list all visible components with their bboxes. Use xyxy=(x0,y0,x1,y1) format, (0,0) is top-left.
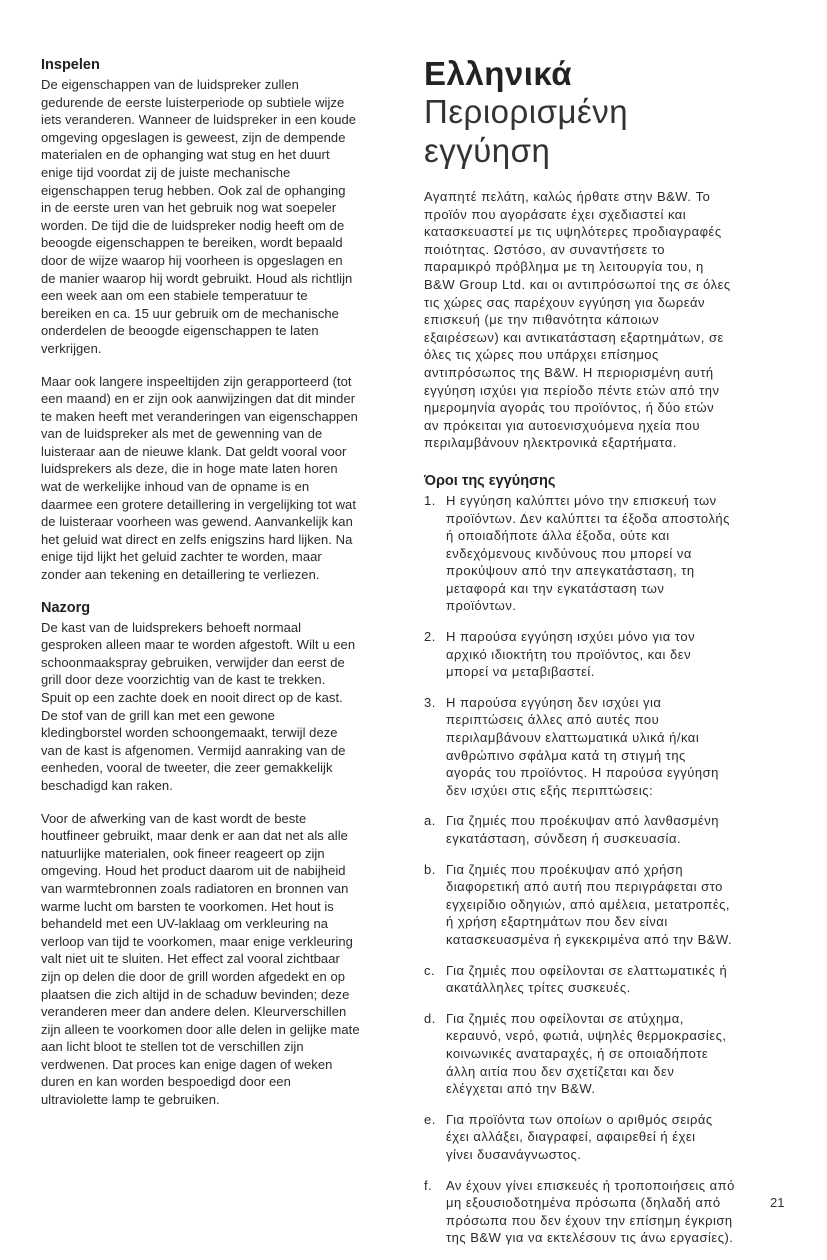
page-number: 21 xyxy=(770,1195,785,1210)
list-text: Η παρούσα εγγύηση δεν ισχύει για περιπτώσεις άλλες από αυτές που περιλαμβάνουν ελαττωματικά υλικά ή/και ανθρώπινο σφάλμα κατά τη στιγμή της αγοράς του προϊόντος. Η παρούσα εγγύηση δεν ισχύει στις εξής περιπτώσεις: xyxy=(446,694,719,798)
intro-paragraph: Αγαπητέ πελάτη, καλώς ήρθατε στην B&W. Το προϊόν που αγοράσατε έχει σχεδιαστεί και κατασκευαστεί με τις υψηλότερες προδιαγραφές ποιότητας. Ωστόσο, αν συναντήσετε το παραμικρό πρόβλημα με τη λειτουργία του, η B&W Group Ltd. και οι αντιπρόσωποί της σε όλες τις χώρες σας παρέχουν εγγύηση για δωρεάν επισκευή (με την πιθανότητα κάποιων εξαιρέσεων) και αντικατάσταση εξαρτημάτων, σε όλες τις χώρες που υπάρχει επίσημος αντιπρόσωπος της B&W. Η περιορισμένη αυτή εγγύηση ισχύει για περίοδο πέντε ετών από την ημερομηνία αγοράς του προϊόντος, ή δύο ετών αν πρόκειται για αυτοενισχυόμενα ηχεία που περιλαμβάνουν ηλεκτρονικά εξαρτήματα. xyxy=(424,189,731,451)
list-item xyxy=(424,1111,804,1164)
greek-column xyxy=(424,56,804,1260)
list-item xyxy=(424,694,804,800)
page-title: Περιορισμένη εγγύηση xyxy=(424,93,629,169)
paragraph: De kast van de luidsprekers behoeft normaal gesproken alleen maar te worden afgestoft. Wilt u een schoonmaakspray gebruiken, verwijder dan eerst de grill door deze voorzichtig van de kast te trekken. Spuit op een zachte doek en nooit direct op de kast. De stof van de grill kan met een gewone kledingborstel worden schoongemaakt, terwijl deze van de kast is afgenomen. Vermijd aanraking van de eenheden, vooral de tweeter, die zeer gemakkelijk beschadigd kan raken. xyxy=(41,619,356,793)
list-marker: b. xyxy=(424,861,436,877)
list-text: Αν έχουν γίνει επισκευές ή τροποποιήσεις από μη εξουσιοδοτημένα πρόσωπα (δηλαδή από πρόσωπα που δεν έχουν την επίσημη έγκριση της B&W για να εκτελέσουν τις άνω εργασίες). xyxy=(446,1177,735,1246)
list-item xyxy=(424,1010,804,1098)
list-marker: f. xyxy=(424,1177,433,1193)
list-marker: 2. xyxy=(424,629,436,645)
section-heading: Inspelen xyxy=(41,57,100,73)
list-text: Για ζημιές που προέκυψαν από χρήση διαφορετική από αυτή που περιγράφεται στο εγχειρίδιο οδηγιών, από αμέλεια, μετατροπές, ή χρήση εξαρτημάτων που δεν είναι κατασκευασμένα ή εγκεκριμένα από την B&W. xyxy=(446,861,733,947)
list-text: Για προϊόντα των οποίων ο αριθμός σειράς έχει αλλάξει, διαγραφεί, αφαιρεθεί ή έχει γίνει δυσανάγνωστος. xyxy=(446,1111,713,1162)
paragraph: Maar ook langere inspeeltijden zijn gerapporteerd (tot een maand) en er zijn ook aanwijzingen dat dit minder te maken heeft met veranderingen van eigenschappen van de luidspreker als met de gewenning van de luisteraar aan de nieuwe klank. Dat geldt vooral voor luidsprekers als deze, die in hoge mate laten horen wat de werkelijke inhoud van de opname is en daarmee een grotere detaillering in vergelijking tot wat de luisteraar voorheen was gewend. Aanvankelijk kan het geluid wat direct en zelfs enigszins hard lijken. Na enige tijd lijkt het geluid zachter te worden, maar zonder aan tekening en detaillering te verliezen. xyxy=(41,373,358,583)
list-item xyxy=(424,628,804,681)
list-marker: 1. xyxy=(424,492,436,508)
list-item xyxy=(424,1177,804,1247)
dutch-column xyxy=(41,56,411,1124)
list-text: Για ζημιές που οφείλονται σε ατύχημα, κεραυνό, νερό, φωτιά, υψηλές θερμοκρασίες, κοινωνικές αναταραχές, ή σε οποιαδήποτε άλλη αιτία που δεν σχετίζεται και δεν ελέγχεται από την B&W. xyxy=(446,1010,727,1097)
section-heading: Όροι της εγγύησης xyxy=(424,472,556,489)
list-item xyxy=(424,962,804,997)
list-text: Για ζημιές που οφείλονται σε ελαττωματικές ή ακατάλληλες τρίτες συσκευές. xyxy=(446,962,728,996)
list-item xyxy=(424,812,804,847)
list-marker: e. xyxy=(424,1111,436,1127)
list-text: Η παρούσα εγγύηση ισχύει μόνο για τον αρχικό ιδιοκτήτη του προϊόντος, και δεν μπορεί να μεταβιβαστεί. xyxy=(446,629,696,680)
list-marker: c. xyxy=(424,962,436,978)
paragraph: De eigenschappen van de luidspreker zullen gedurende de eerste luisterperiode op subtiele wijze iets veranderen. Wanneer de luidspreker in een koude omgeving opgeslagen is geweest, zijn de dempende materialen en de ophanging wat stug en het duurt enige tijd voordat zij de juiste mechanische eigenschappen terug hebben. Ook zal de ophanging in de eerste uren van het gebruik nog wat soepeler worden. De tijd die de luidspreker nodig heeft om de beoogde eigenschappen te bereiken, wordt bepaald door de wijze waarop hij voorheen is opgeslagen en de manier waarop hij wordt gebruikt. Houd als richtlijn een week aan om een stabiele temperatuur te bereiken en ca. 15 uur gebruik om de mechanische onderdelen de beoogde eigenschappen te laten verkrijgen. xyxy=(41,77,357,356)
terms-list xyxy=(424,492,804,1247)
paragraph: Voor de afwerking van de kast wordt de beste houtfineer gebruikt, maar denk er aan dat net als alle natuurlijke materialen, ook fineer reageert op zijn omgeving. Houd het product daarom uit de nabijheid van warmtebronnen zoals radiatoren en bronnen van warme lucht om barsten te voorkomen. Het hout is behandeld met een UV-laklaag om verkleuring na verloop van tijd te voorkomen, maar enige verkleuring valt niet uit te sluiten. Het effect zal vooral zichtbaar zijn op delen die door de grill worden afgedekt en op plaatsen die zich altijd in de schaduw bevinden; deze veranderen meer dan andere delen. Kleurverschillen zijn alleen te voorkomen door alle delen in gelijke mate aan licht bloot te stellen tot de verschillen zijn verdwenen. Dat proces kan enige dagen of weken duren en kan worden bespoedigd door een ultraviolette lamp te gebruiken. xyxy=(41,810,360,1108)
section-heading: Nazorg xyxy=(41,599,91,616)
list-text: Για ζημιές που προέκυψαν από λανθασμένη εγκατάσταση, σύνδεση ή συσκευασία. xyxy=(446,813,719,846)
list-text: Η εγγύηση καλύπτει μόνο την επισκευή των προϊόντων. Δεν καλύπτει τα έξοδα αποστολής ή οποιαδήποτε άλλα έξοδα, ούτε και ενδεχόμενους κινδύνους που μπορεί να προκύψουν από την απεγκατάσταση, τη μεταφορά και την εγκατάσταση των προϊόντων. xyxy=(446,492,730,614)
list-marker: 3. xyxy=(424,694,436,710)
list-marker: d. xyxy=(424,1010,436,1026)
list-item xyxy=(424,861,804,949)
language-title: Ελληνικά xyxy=(424,55,572,92)
list-marker: a. xyxy=(424,813,436,829)
list-item xyxy=(424,492,804,615)
